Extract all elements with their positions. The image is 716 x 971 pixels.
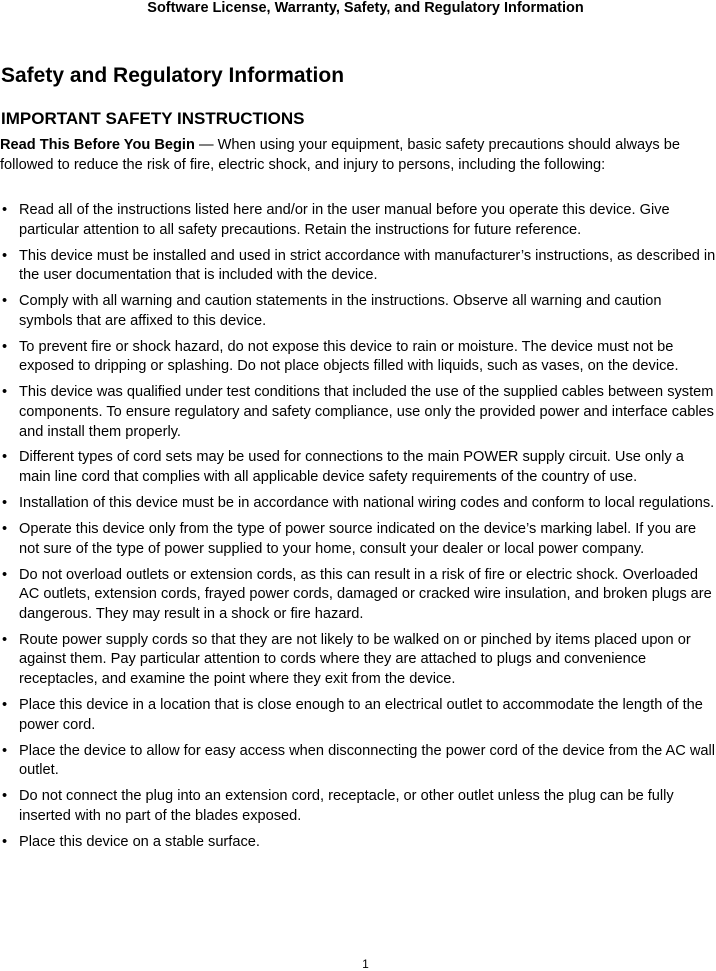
safety-instruction-text: This device must be installed and used in strict accordance with manufacturer’s instructions, as described in the user documentation that is included with the device. <box>19 247 716 284</box>
bullet-icon: • <box>2 833 8 850</box>
safety-instruction-text: Installation of this device must be in accordance with national wiring codes and conform to local regulations. <box>19 495 715 512</box>
bullet-icon: • <box>2 521 8 538</box>
safety-instruction-item <box>0 201 716 240</box>
safety-instruction-item <box>0 696 716 735</box>
safety-instruction-item <box>0 494 716 514</box>
bullet-icon: • <box>2 742 8 759</box>
safety-instruction-item <box>0 742 716 781</box>
safety-instruction-text: Read all of the instructions listed here and/or in the user manual before you operate this device. Give particular attention to all safety precautions. Retain the instructions for future reference. <box>19 202 670 238</box>
bullet-icon: • <box>2 384 8 401</box>
safety-instruction-text: Different types of cord sets may be used for connections to the main POWER supply circuit. Use only a main line cord that complies with all applicable device safety requirements of the country of use. <box>19 449 684 486</box>
intro-lead: Read This Before You Begin <box>0 137 195 153</box>
safety-instruction-text: To prevent fire or shock hazard, do not expose this device to rain or moisture. The device must not be exposed to dripping or splashing. Do not place objects filled with liquids, such as vases, on the device. <box>19 338 679 375</box>
safety-instruction-item <box>0 383 716 442</box>
intro-paragraph <box>0 136 716 175</box>
safety-instruction-item <box>0 448 716 487</box>
bullet-icon: • <box>2 566 8 583</box>
bullet-icon: • <box>2 631 8 648</box>
safety-instruction-item <box>0 787 716 826</box>
subsection-title: IMPORTANT SAFETY INSTRUCTIONS <box>1 109 305 128</box>
safety-instruction-item <box>0 338 716 377</box>
bullet-icon: • <box>2 696 8 713</box>
safety-instruction-item <box>0 631 716 690</box>
bullet-icon: • <box>2 495 8 512</box>
bullet-icon: • <box>2 202 8 218</box>
section-title: Safety and Regulatory Information <box>1 64 345 87</box>
safety-instruction-item <box>0 566 716 625</box>
safety-instruction-text: Place this device in a location that is close enough to an electrical outlet to accommodate the length of the power cord. <box>19 696 703 733</box>
bullet-icon: • <box>2 293 8 310</box>
safety-instruction-text: Place this device on a stable surface. <box>19 833 260 850</box>
bullet-icon: • <box>2 247 8 264</box>
safety-instruction-list <box>0 201 716 859</box>
page-number: 1 <box>362 957 369 971</box>
safety-instruction-text: Route power supply cords so that they are not likely to be walked on or pinched by items placed upon or against them. Pay particular attention to cords where they are attached to plugs and convenience receptacles, and examine the point where they exit from the device. <box>19 631 691 687</box>
safety-instruction-item <box>0 292 716 331</box>
safety-instruction-text: Do not connect the plug into an extension cord, receptacle, or other outlet unless the plug can be fully inserted with no part of the blades exposed. <box>19 788 674 824</box>
safety-instruction-item <box>0 247 716 286</box>
safety-instruction-text: Do not overload outlets or extension cords, as this can result in a risk of fire or electric shock. Overloaded AC outlets, extension cords, frayed power cords, damaged or cracked wire insulation, and broken plugs are dangerous. They may result in a shock or fire hazard. <box>19 566 712 622</box>
intro-text: — When using your equipment, basic safety precautions should always be followed to reduce the risk of fire, electric shock, and injury to persons, including the following: <box>0 137 680 173</box>
safety-instruction-item <box>0 833 716 853</box>
bullet-icon: • <box>2 788 8 805</box>
safety-instruction-item <box>0 520 716 559</box>
safety-instruction-text: This device was qualified under test conditions that included the use of the supplied cables between system components. To ensure regulatory and safety compliance, use only the provided power and interface cables and install them properly. <box>19 384 714 440</box>
safety-instruction-text: Operate this device only from the type of power source indicated on the device’s marking label. If you are not sure of the type of power supplied to your home, consult your dealer or local power company. <box>19 521 697 557</box>
safety-instruction-text: Place the device to allow for easy access when disconnecting the power cord of the device from the AC wall outlet. <box>19 742 716 779</box>
bullet-icon: • <box>2 449 8 466</box>
running-header: Software License, Warranty, Safety, and Regulatory Information <box>147 0 584 16</box>
bullet-icon: • <box>2 338 8 355</box>
safety-instruction-text: Comply with all warning and caution statements in the instructions. Observe all warning and caution symbols that are affixed to this device. <box>19 293 662 329</box>
